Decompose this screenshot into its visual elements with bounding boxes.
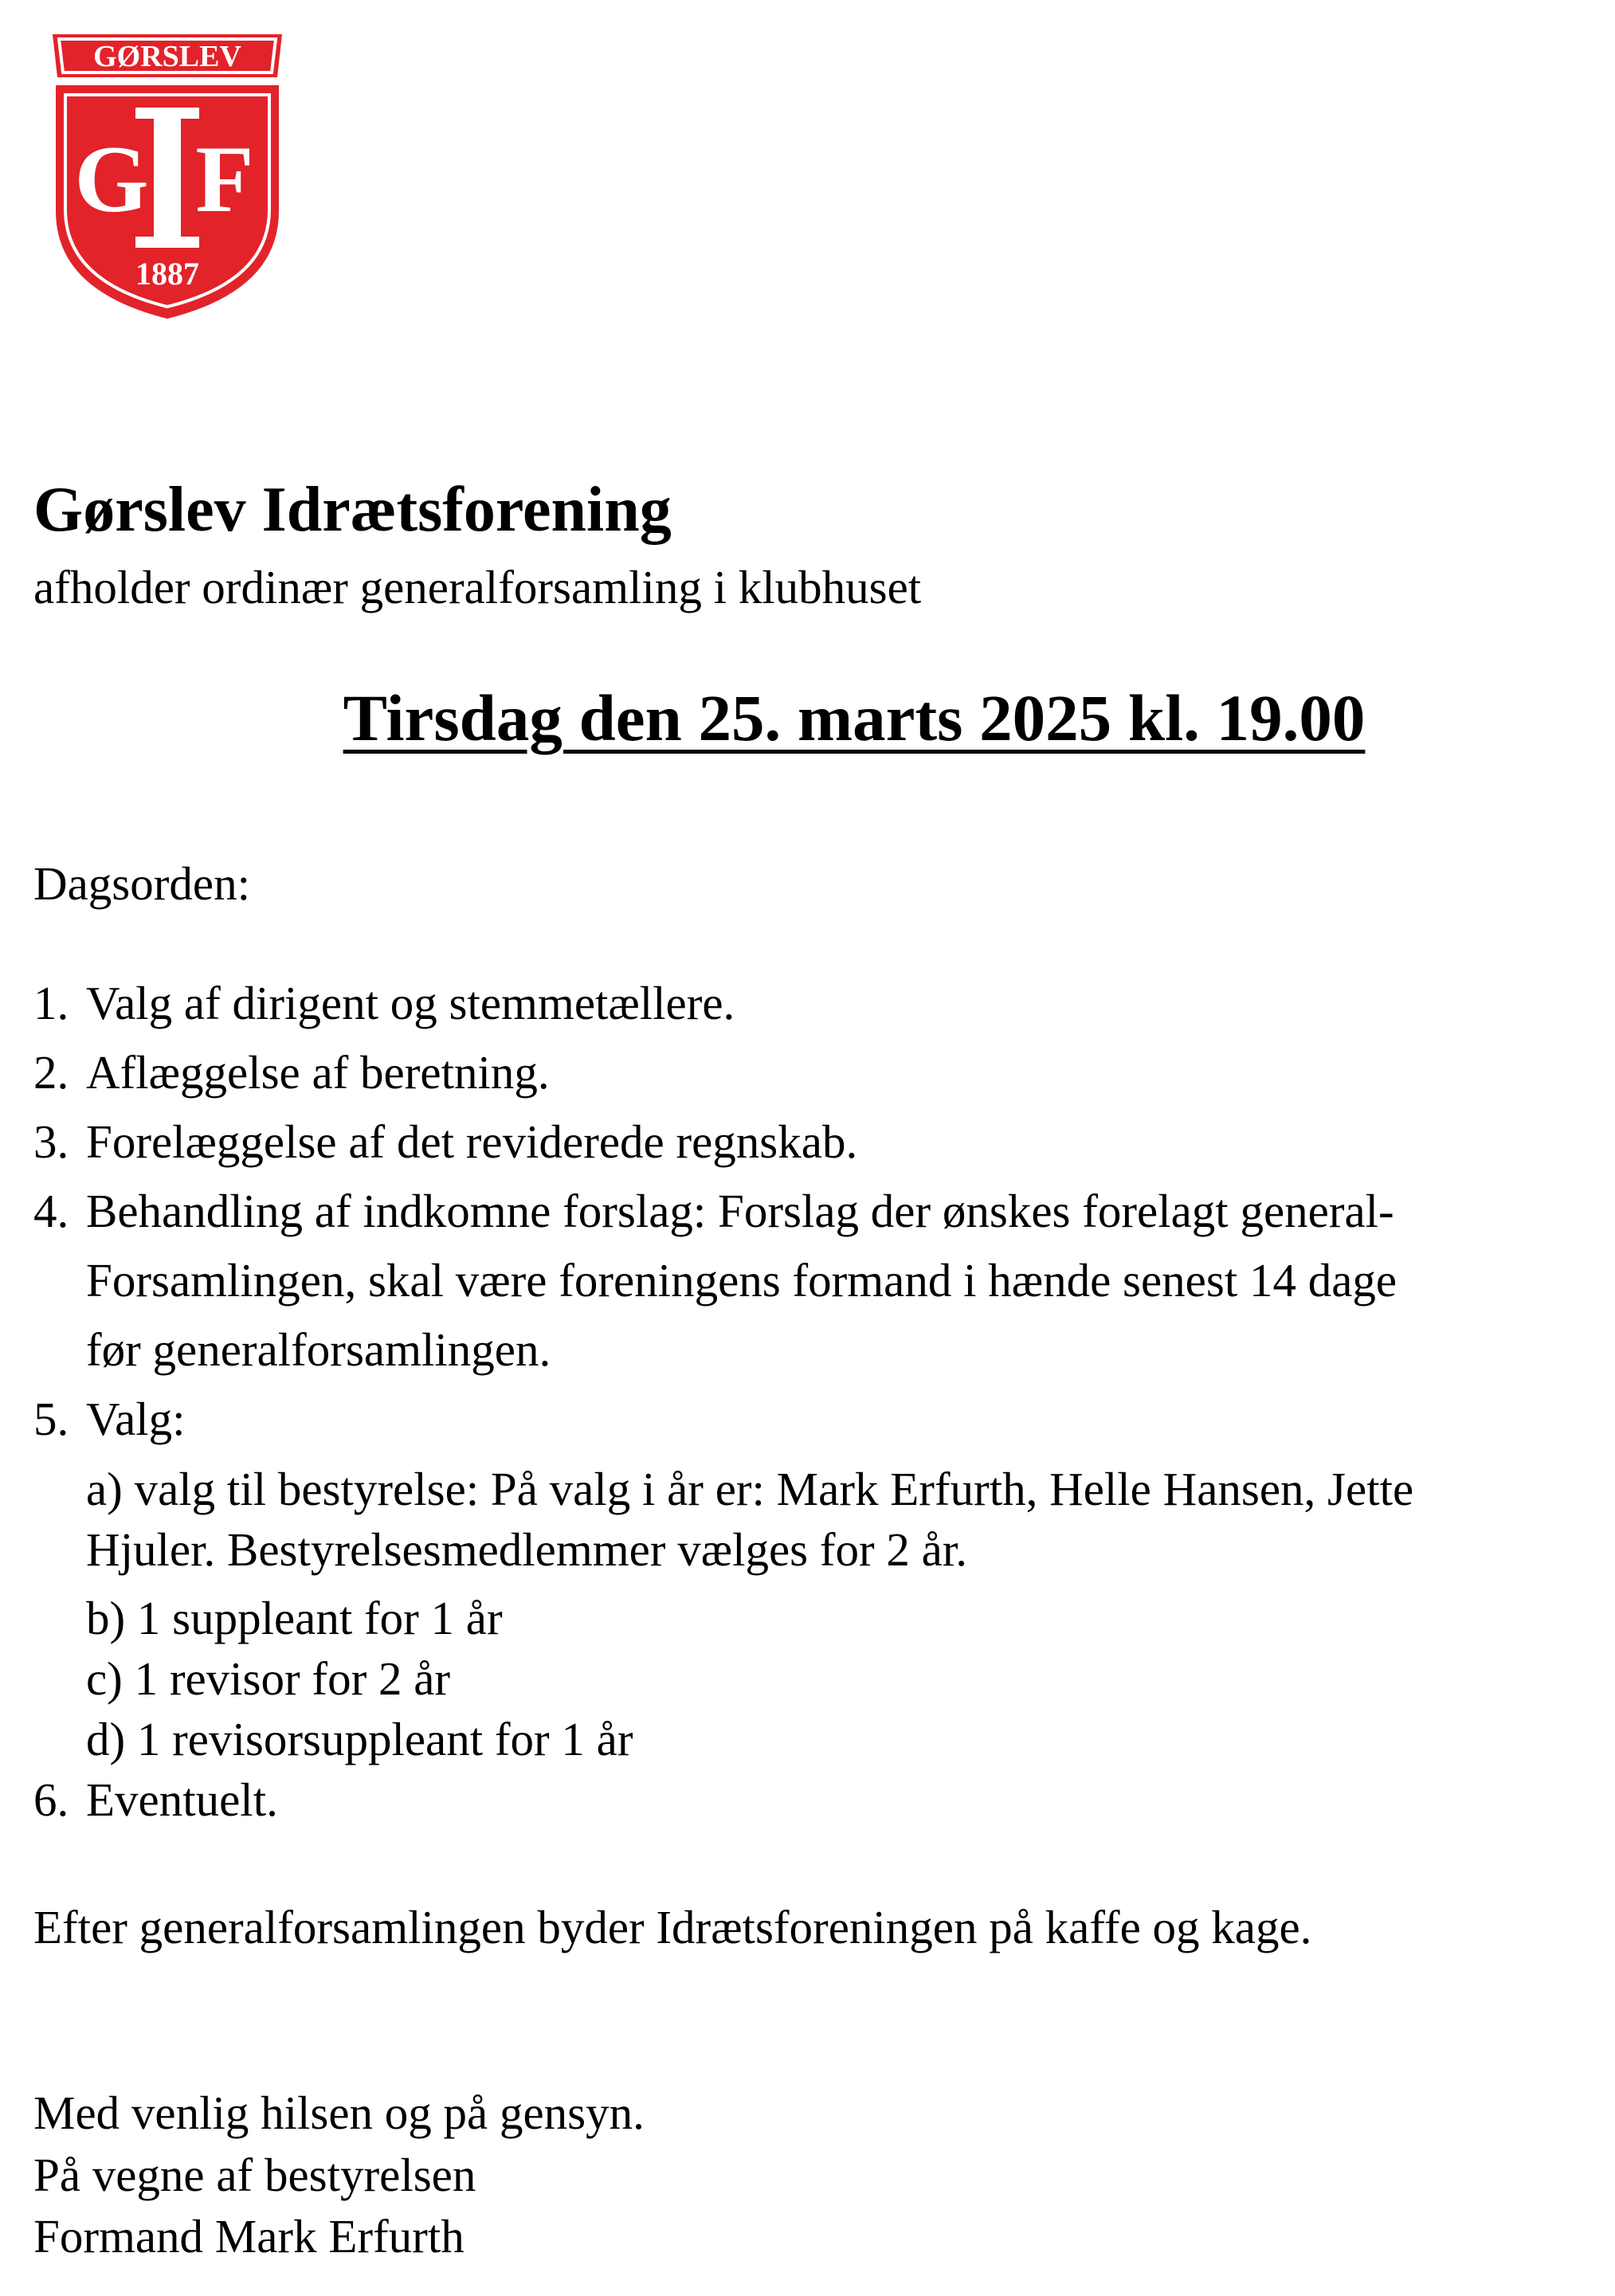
agenda-item-text: Valg af dirigent og stemmetællere. bbox=[86, 977, 735, 1029]
org-name: Gørslev Idrætsforening bbox=[33, 475, 672, 545]
agenda-item-4-line-3: før generalforsamlingen. bbox=[86, 1323, 551, 1376]
agenda-item-3 bbox=[33, 1115, 858, 1168]
agenda-item-2 bbox=[33, 1046, 550, 1099]
agenda-item-4 bbox=[33, 1185, 1394, 1237]
agenda-item-6 bbox=[33, 1773, 278, 1826]
agenda-item-text: Behandling af indkomne forslag: Forslag der ønskes forelagt general- bbox=[86, 1185, 1394, 1237]
agenda-heading: Dagsorden: bbox=[33, 857, 250, 910]
closing-greeting: Med venlig hilsen og på gensyn. bbox=[33, 2086, 645, 2139]
club-crest-icon bbox=[48, 28, 287, 323]
logo-letter-g: G bbox=[74, 126, 149, 232]
closing-signature: Formand Mark Erfurth bbox=[33, 2210, 465, 2263]
agenda-item-number: 3. bbox=[33, 1115, 69, 1168]
logo-year: 1887 bbox=[135, 256, 199, 292]
agenda-item-number: 4. bbox=[33, 1185, 69, 1237]
agenda-item-number: 6. bbox=[33, 1773, 69, 1826]
agenda-item-number: 1. bbox=[33, 977, 69, 1029]
agenda-subitem-a: a) valg til bestyrelse: På valg i år er: Mark Erfurth, Helle Hansen, Jette bbox=[86, 1463, 1414, 1515]
agenda-item-number: 5. bbox=[33, 1393, 69, 1445]
meeting-date: Tirsdag den 25. marts 2025 kl. 19.00 bbox=[343, 681, 1366, 754]
agenda-subitem-c: c) 1 revisor for 2 år bbox=[86, 1652, 451, 1705]
logo-letter-f: F bbox=[195, 126, 254, 232]
agenda-item-text: Aflæggelse af beretning. bbox=[86, 1046, 550, 1099]
agenda-item-1 bbox=[33, 977, 735, 1029]
agenda-item-text: Forelæggelse af det reviderede regnskab. bbox=[86, 1115, 858, 1168]
agenda-item-5 bbox=[33, 1393, 186, 1445]
agenda-item-4-line-2: Forsamlingen, skal være foreningens formand i hænde senest 14 dage bbox=[86, 1254, 1397, 1307]
meeting-date-wrap bbox=[33, 681, 1595, 754]
club-logo bbox=[48, 28, 287, 323]
agenda-subitem-a-line-2: Hjuler. Bestyrelsesmedlemmer vælges for 2 år. bbox=[86, 1523, 967, 1576]
agenda-item-text: Valg: bbox=[86, 1393, 186, 1445]
refreshments-note: Efter generalforsamlingen byder Idrætsforeningen på kaffe og kage. bbox=[33, 1901, 1312, 1953]
agenda-item-text: Eventuelt. bbox=[86, 1773, 278, 1826]
subtitle: afholder ordinær generalforsamling i klubhuset bbox=[33, 561, 922, 613]
logo-top-text: GØRSLEV bbox=[93, 40, 241, 73]
agenda-subitem-d: d) 1 revisorsuppleant for 1 år bbox=[86, 1713, 633, 1765]
agenda-item-number: 2. bbox=[33, 1046, 69, 1099]
closing-on-behalf: På vegne af bestyrelsen bbox=[33, 2149, 476, 2201]
agenda-subitem-b: b) 1 suppleant for 1 år bbox=[86, 1592, 503, 1644]
